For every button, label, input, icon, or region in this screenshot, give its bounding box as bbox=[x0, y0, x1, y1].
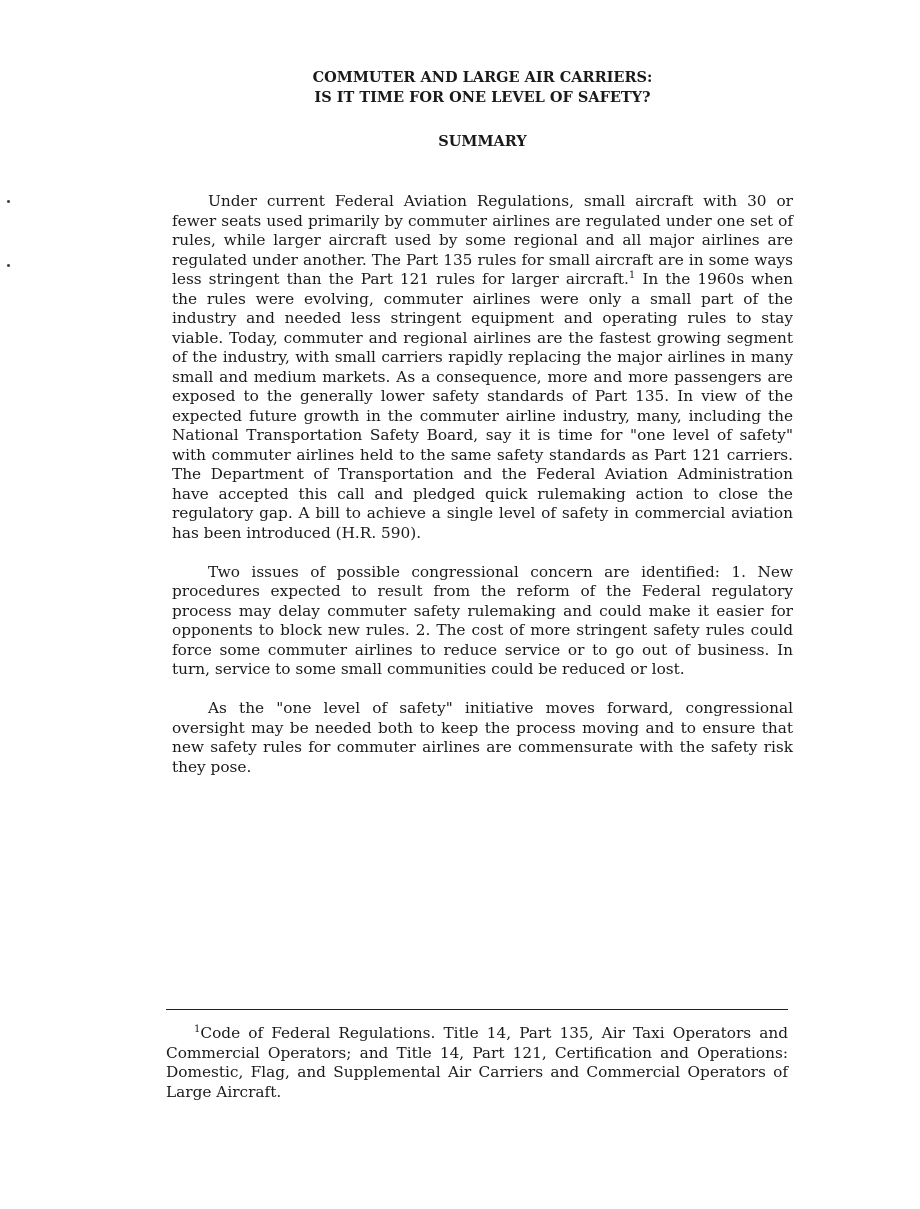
footnote-reference: 1 bbox=[628, 269, 636, 281]
document-title bbox=[172, 68, 793, 108]
paragraph-1-part-2: In the 1960s when the rules were evolving, commuter airlines were only a small part of the industry and needed less stringent equipment and operating rules to stay viable. Today, commuter and regional airlines are the fastest growing segment of the industry, with small carriers rapidly replacing the major airlines in many small and medium markets. As a consequence, more and more passengers are exposed to the generally lower safety standards of Part 135. In view of the expected future growth in the commuter airline industry, many, including the National Transportation Safety Board, say it is time for "one level of safety" with commuter airlines held to the same safety standards as Part 121 carriers. The Department of Transportation and the Federal Aviation Administration have accepted this call and pledged quick rulemaking action to close the regulatory gap. A bill to achieve a single level of safety in commercial aviation has been introduced (H.R. 590). bbox=[172, 270, 794, 542]
summary-body bbox=[172, 192, 793, 797]
paragraph-1-part-1: Under current Federal Aviation Regulations, small aircraft with 30 or fewer seats used primarily by commuter airlines are regulated under one set of rules, while larger aircraft used by some regional and all major airlines are regulated under another. The Part 135 rules for small aircraft are in some ways less stringent than the Part 121 rules for larger aircraft. bbox=[172, 192, 793, 288]
paragraph-1 bbox=[172, 192, 793, 543]
scan-mark bbox=[7, 200, 10, 203]
footnote-divider bbox=[166, 1009, 788, 1010]
title-line-1: COMMUTER AND LARGE AIR CARRIERS: bbox=[312, 69, 653, 86]
footnote-text: Code of Federal Regulations. Title 14, Part 135, Air Taxi Operators and Commercial Operators; and Title 14, Part 121, Certification and Operations: Domestic, Flag, and Supplemental Air Carriers and Commercial Operators of Large Aircraft. bbox=[166, 1024, 788, 1101]
footnote bbox=[166, 1024, 788, 1102]
section-heading: SUMMARY bbox=[438, 133, 527, 150]
scan-mark bbox=[7, 264, 10, 267]
footnote-number: 1 bbox=[194, 1023, 201, 1035]
paragraph-2: Two issues of possible congressional concern are identified: 1. New procedures expected to result from the reform of the Federal regulatory process may delay commuter safety rulemaking and could make it easier for opponents to block new rules. 2. The cost of more stringent safety rules could force some commuter airlines to reduce service or to go out of business. In turn, service to some small communities could be reduced or lost. bbox=[172, 562, 793, 678]
title-line-2: IS IT TIME FOR ONE LEVEL OF SAFETY? bbox=[314, 89, 651, 106]
paragraph-3: As the "one level of safety" initiative moves forward, congressional oversight may be needed both to keep the process moving and to ensure that new safety rules for commuter airlines are commensurate with the safety risk they pose. bbox=[172, 699, 793, 776]
